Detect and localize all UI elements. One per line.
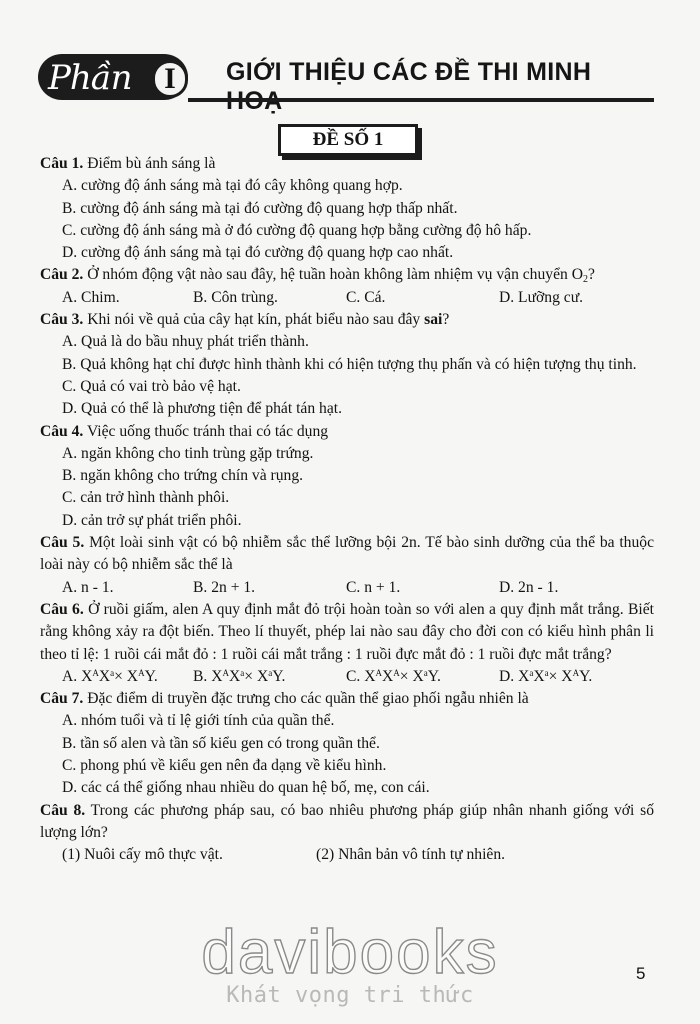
option: D. 2n - 1. <box>499 578 559 596</box>
question-label: Câu 4. <box>40 422 84 440</box>
part-badge <box>38 54 188 100</box>
option: C. phong phú về kiểu gen nên đa dạng về kiểu hình. <box>62 757 387 775</box>
question-5 <box>40 532 654 599</box>
option: A. n - 1. <box>62 578 114 596</box>
question-label: Câu 6. <box>40 600 84 618</box>
question-tail: ? <box>587 266 595 284</box>
page-number: 5 <box>636 964 646 983</box>
option: C. cường độ ánh sáng mà ở đó cường độ quang hợp bằng cường độ hô hấp. <box>62 221 532 239</box>
question-4 <box>40 421 654 532</box>
part-word: Phần <box>48 58 132 98</box>
question-emphasis: sai <box>424 311 443 329</box>
option: A. Quả là do bầu nhuỵ phát triển thành. <box>62 333 309 351</box>
question-2 <box>40 264 654 309</box>
header-rule <box>188 98 654 102</box>
options-row <box>40 287 654 309</box>
options-row <box>40 844 654 866</box>
question-text: Trong các phương pháp sau, có bao nhiêu phương pháp giúp nhân nhanh giống với số lượng lớn? <box>40 801 654 841</box>
option: C. Quả có vai trò bảo vệ hạt. <box>62 377 241 395</box>
option: A. cường độ ánh sáng mà tại đó cây không quang hợp. <box>62 177 403 195</box>
option-c: C. $X^AX^A\times X^aY$. <box>346 667 441 685</box>
part-title: GIỚI THIỆU CÁC ĐỀ THI MINH <box>226 58 592 86</box>
question-label: Câu 8. <box>40 801 86 819</box>
question-6 <box>40 599 654 688</box>
question-label: Câu 1. <box>40 155 84 172</box>
question-tail: ? <box>442 311 450 329</box>
option: (1) Nuôi cấy mô thực vật. <box>62 846 223 864</box>
question-text: Việc uống thuốc tránh thai có tác dụng <box>86 422 329 440</box>
part-header <box>38 52 654 106</box>
question-label: Câu 5. <box>40 534 85 552</box>
option: C. Cá. <box>346 288 386 306</box>
question-8 <box>40 800 654 867</box>
option: (2) Nhân bản vô tính tự nhiên. <box>316 846 506 864</box>
option: A. ngăn không cho tinh trùng gặp trứng. <box>62 444 314 462</box>
option: D. cản trở sự phát triển phôi. <box>62 511 242 529</box>
options-row <box>40 577 654 599</box>
option: A. nhóm tuổi và tỉ lệ giới tính của quần thể. <box>62 712 335 730</box>
option: B. ngăn không cho trứng chín và rụng. <box>62 467 304 485</box>
option: D. các cá thể giống nhau nhiều do quan hệ bố, mẹ, con cái. <box>62 779 430 797</box>
option: A. Chim. <box>62 288 120 306</box>
option-d: D. $X^aX^a\times X^AY$. <box>499 667 593 685</box>
option: D. Lưỡng cư. <box>499 288 584 306</box>
option: B. tần số alen và tần số kiểu gen có trong quần thể. <box>62 734 380 752</box>
question-label: Câu 7. <box>40 690 84 708</box>
question-label: Câu 3. <box>40 311 84 329</box>
exam-title: ĐỀ SỐ 1 <box>278 124 418 156</box>
question-text: Ở ruồi giấm, alen A quy định mắt đỏ trội hoàn toàn so với alen a quy định mắt trắng. Biết rằng không xảy ra đột biến. Theo lí thuyết, phép lai nào sau đây cho đời con có kiểu hình phân li theo tỉ lệ: 1 ruồi cái mắt đỏ : 1 ruồi cái mắt trắng : 1 ruồi đực mắt đỏ : 1 ruồi đực mắt trắng? <box>40 600 654 663</box>
question-7 <box>40 688 654 799</box>
part-number: I <box>152 60 188 98</box>
option-b: B. $X^AX^a\times X^aY$. <box>193 667 286 685</box>
question-text: Một loài sinh vật có bộ nhiễm sắc thể lưỡng bội 2n. Tế bào sinh dưỡng của thể ba thuộc loài này có bộ nhiễm sắc thể là <box>40 534 654 574</box>
question-3 <box>40 309 654 420</box>
question-list <box>40 153 654 867</box>
question-label: Câu 2. <box>40 266 84 284</box>
option: C. cản trở hình thành phôi. <box>62 489 230 507</box>
question-text: Khi nói về quả của cây hạt kín, phát biểu nào sau đây <box>87 311 421 329</box>
option: C. n + 1. <box>346 578 401 596</box>
subscript: 2 <box>582 274 588 286</box>
question-text: Đặc điểm di truyền đặc trưng cho các quần thể giao phối ngẫu nhiên là <box>87 690 529 708</box>
question-text: Ở nhóm động vật nào sau đây, hệ tuần hoàn không làm nhiệm vụ vận chuyển O <box>87 266 583 284</box>
question-1 <box>40 153 654 264</box>
option: D. Quả có thể là phương tiện để phát tán hạt. <box>62 400 342 418</box>
option-a: A. $X^AX^a\times X^AY$. <box>62 667 158 685</box>
option: B. cường độ ánh sáng mà tại đó cường độ quang hợp thấp nhất. <box>62 199 458 217</box>
option: B. Côn trùng. <box>193 288 278 306</box>
option: B. Quả không hạt chỉ được hình thành khi có hiện tượng thụ phấn và có hiện tượng thụ tinh. <box>62 355 637 373</box>
option: B. 2n + 1. <box>193 578 256 596</box>
watermark-slogan: Khát vọng tri thức <box>226 983 474 1008</box>
question-text: Điểm bù ánh sáng là <box>87 155 216 172</box>
option: D. cường độ ánh sáng mà tại đó cường độ quang hợp cao nhất. <box>62 244 454 262</box>
watermark-brand: davibooks <box>201 918 499 987</box>
options-row <box>40 666 654 688</box>
